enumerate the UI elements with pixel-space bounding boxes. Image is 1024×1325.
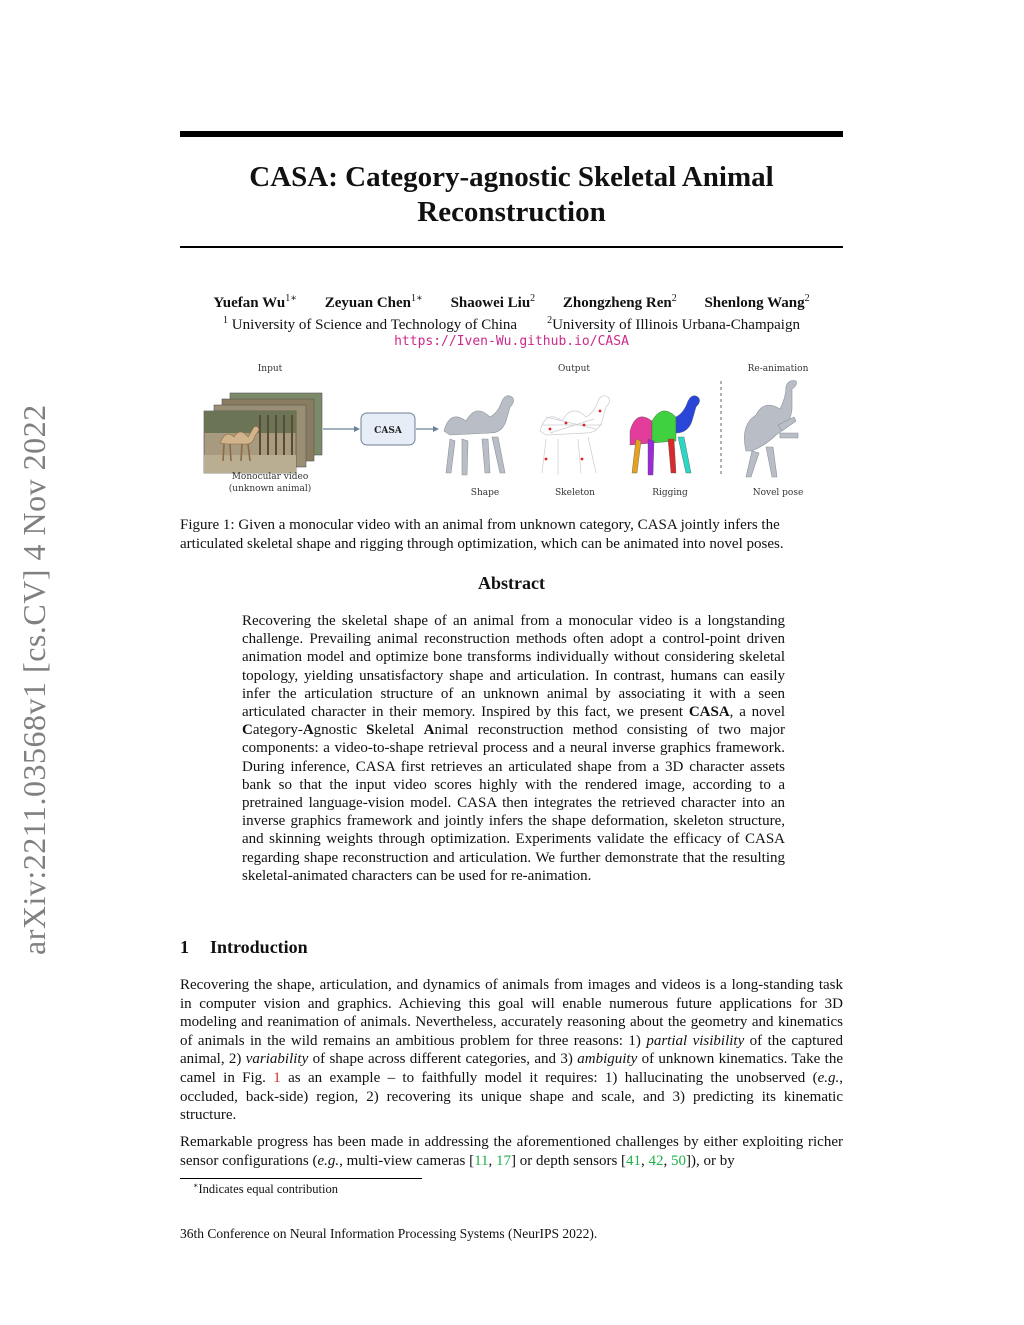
abstract-heading: Abstract [478,573,545,593]
figure-reference-link[interactable]: 1 [273,1069,281,1086]
title-bottom-rule [180,246,843,248]
rigging-camel-colored [630,396,700,475]
figure-1-graphic [180,355,843,503]
novel-pose-camel-mesh [744,381,798,477]
shape-label: Shape [470,488,500,498]
video-label-line-2: (unknown animal) [228,484,312,494]
citation-link[interactable]: 50 [671,1152,687,1169]
figure-1 [180,355,843,503]
rigging-label: Rigging [652,488,688,498]
author: Yuefan $Wu^{1∗}$ [213,293,297,311]
video-label-line-1: Monocular video [231,472,309,482]
skeleton-label: Skeleton [555,488,595,498]
footnote-rule [180,1178,422,1179]
shape-camel-mesh [444,396,514,475]
reanimation-label: Re-animation [747,364,809,374]
citation-link[interactable]: 11 [474,1152,489,1169]
paper-title [180,160,843,230]
citation-link[interactable]: 41 [626,1152,642,1169]
skeleton-camel-wireframe [540,396,610,475]
author: Zeyuan Chen$^{1∗}$ [324,293,423,311]
project-url-link[interactable]: https://Iven-Wu.github.io/CASA [394,334,629,349]
skeleton-joints [545,410,602,461]
author-list [180,293,843,312]
citation-link[interactable]: 42 [648,1152,664,1169]
video-frames [204,393,322,473]
author: Zhongzheng Ren$^2$ [562,293,677,311]
section-number: 1 [180,937,189,957]
figure-1-caption: Figure 1: Given a monocular video with an animal from unknown category, CASA jointly infers the articulated skeletal shape and rigging through optimization, which can be animated into novel poses. [180,517,784,552]
casa-box-label: CASA [374,426,402,436]
output-label: Output [558,364,590,374]
footnote: ∗Indicates equal contribution [193,1181,338,1197]
input-label: Input [257,364,283,374]
author: Shaowei Liu$^2$ [450,293,536,311]
affiliations: $^1$ University of Science and Technology of China $^2$University of Illinois Urbana-Champaign [223,315,800,333]
novel-pose-label: Novel pose [752,488,804,498]
arxiv-identifier: arXiv:2211.03568v1 [cs.CV] 4 Nov 2022 [16,404,52,955]
title-line-2: Reconstruction [417,196,606,228]
citation-link[interactable]: 17 [496,1152,512,1169]
section-title: Introduction [210,937,308,957]
intro-paragraph-1: Recovering the shape, articulation, and dynamics of animals from images and videos is a long-standing task in computer vision and graphics. Achieving this goal will enable numerous future applications for 3D modeling and reanimation of animals. Nevertheless, accurately reasoning about the geometry and kinematics of animals in the wild remains an ambitious problem for three reasons: 1) partial visibility of the captured animal, 2) variability of shape across different categories, and 3) ambiguity of unknown kinematics. Take the camel in Fig. 1 as an example – to faithfully model it requires: 1) hallucinating the unobserved (e.g., occluded, back-side) region, 2) recovering its unique shape and scale, and 3) predicting its kinematic structure. [180,977,844,1124]
conference-note: 36th Conference on Neural Information Processing Systems (NeurIPS 2022). [180,1226,598,1241]
author: Shenlong Wang$^2$ [704,293,810,311]
title-line-1: CASA: Category-agnostic Skeletal Animal [249,161,774,193]
title-top-rule [180,131,843,137]
intro-paragraph-2: Remarkable progress has been made in addressing the aforementioned challenges by either exploiting richer sensor configurations (e.g., multi-view cameras [11, 17] or depth sensors [41, 42, 50]), or by [180,1134,843,1169]
abstract-body: Recovering the skeletal shape of an animal from a monocular video is a longstanding challenge. Prevailing animal reconstruction methods often adopt a control-point driven animation model and optimize bone transforms individually without considering skeletal topology, yielding unsatisfactory shape and articulation. In contrast, humans can easily infer the articulation structure of an unknown animal by associating it with a seen articulated character in their memory. Inspired by this fact, we present CASA, a novel Category-Agnostic Skeletal Animal reconstruction method consisting of two major components: a video-to-shape retrieval process and a neural inverse graphics framework. During inference, CASA first retrieves an articulated shape from a 3D character assets bank so that the input video scores highly with the rendered image, according to a pretrained language-vision model. CASA then integrates the retrieved character into an inverse graphics framework and jointly infers the shape deformation, skeleton structure, and skinning weights through optimization. Experiments validate the efficacy of CASA regarding shape reconstruction and articulation. We further demonstrate that the resulting skeletal-animated characters can be used for re-animation. [242,613,785,884]
